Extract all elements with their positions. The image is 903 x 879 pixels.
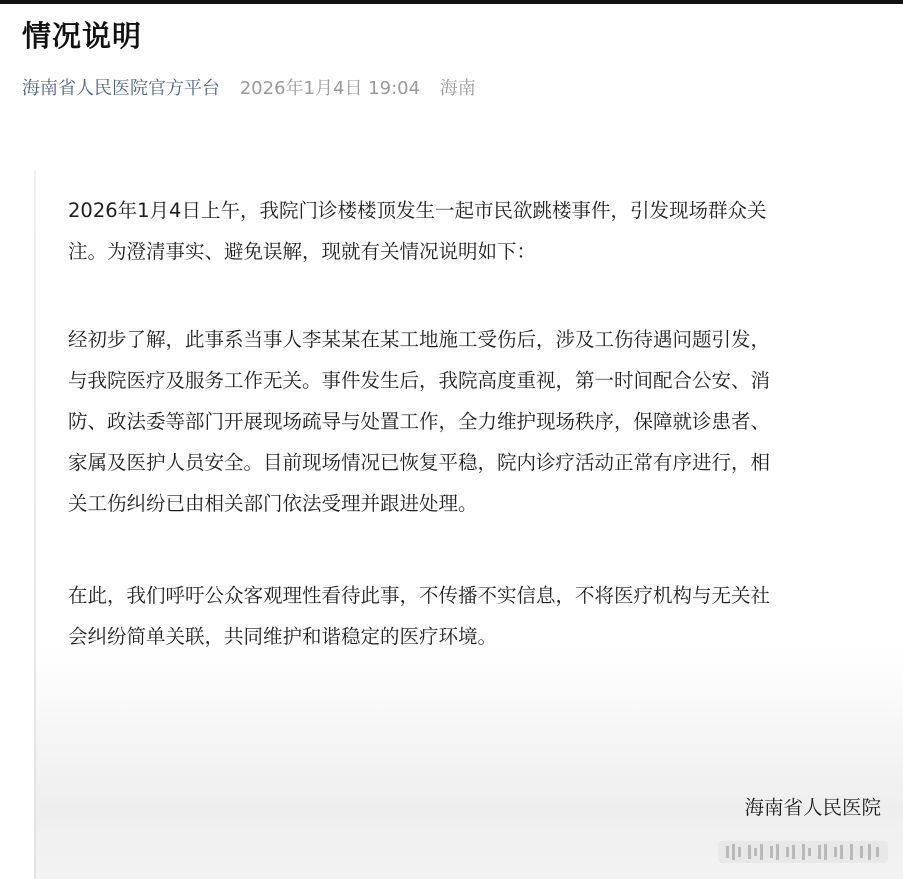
paragraph-line: 经初步了解，此事系当事人李某某在某工地施工受伤后，涉及工伤待遇问题引发，: [68, 328, 771, 351]
paragraph-appeal: [68, 575, 888, 657]
paragraph-line: 会纠纷简单关联，共同维护和谐稳定的医疗环境。: [68, 625, 498, 648]
paragraph-line: 家属及医护人员安全。目前现场情况已恢复平稳，院内诊疗活动正常有序进行，相: [68, 451, 771, 474]
publish-location: 海南: [439, 78, 476, 99]
publish-datetime: 2026年1月4日 19:04: [239, 78, 421, 99]
paragraph-line: 在此，我们呼吁公众客观理性看待此事，不传播不实信息，不将医疗机构与无关社: [68, 584, 771, 607]
source-account-link[interactable]: 海南省人民医院官方平台: [22, 78, 220, 99]
watermark-logo: [718, 838, 888, 866]
paragraph-details: [68, 319, 888, 524]
top-divider: [0, 0, 903, 4]
document-signature: 海南省人民医院: [744, 796, 881, 819]
paragraph-line: 2026年1月4日上午，我院门诊楼楼顶发生一起市民欲跳楼事件，引发现场群众关: [68, 199, 767, 222]
article-meta: [22, 74, 476, 100]
paragraph-intro: [68, 190, 888, 272]
paragraph-line: 防、政法委等部门开展现场疏导与处置工作，全力维护现场秩序，保障就诊患者、: [68, 410, 771, 433]
paragraph-line: 注。为澄清事实、避免误解，现就有关情况说明如下：: [68, 240, 537, 263]
paragraph-line: 关工伤纠纷已由相关部门依法受理并跟进处理。: [68, 492, 478, 515]
document-image: [34, 170, 903, 879]
article-title: 情况说明: [22, 19, 143, 53]
paragraph-line: 与我院医疗及服务工作无关。事件发生后，我院高度重视，第一时间配合公安、消: [68, 369, 771, 392]
document-edge: [34, 170, 36, 879]
